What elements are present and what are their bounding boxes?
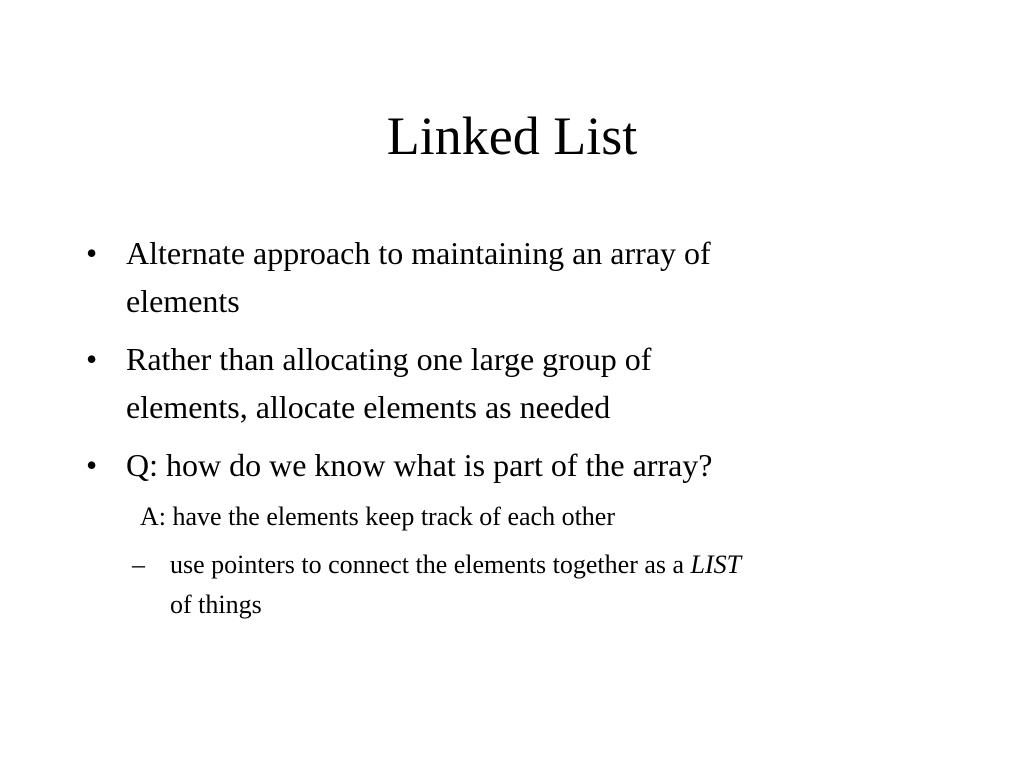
bullet-marker: • bbox=[86, 235, 98, 271]
bullet-marker: • bbox=[86, 341, 98, 377]
dash-line bbox=[170, 545, 930, 585]
slide-title: Linked List bbox=[386, 106, 638, 166]
bullet-line: elements, allocate elements as needed bbox=[126, 389, 611, 425]
bullet-line: Rather than allocating one large group of bbox=[126, 341, 652, 377]
answer-text: A: have the elements keep track of each other bbox=[140, 502, 615, 531]
bullet-item bbox=[86, 441, 886, 489]
bullet-text bbox=[126, 335, 886, 431]
bullet-item bbox=[86, 229, 886, 325]
bullet-text bbox=[126, 441, 886, 489]
bullet-text bbox=[126, 229, 886, 325]
dash-line-plain: use pointers to connect the elements together as a bbox=[170, 550, 691, 579]
dash-text bbox=[170, 545, 930, 625]
bullet-line: Q: how do we know what is part of the array? bbox=[126, 447, 713, 483]
bullet-item bbox=[86, 335, 886, 431]
list-emphasis: LIST bbox=[690, 550, 742, 579]
dash-marker: – bbox=[132, 550, 145, 579]
bullet-marker: • bbox=[86, 447, 98, 483]
bullet-line: elements bbox=[126, 283, 240, 319]
dash-line: of things bbox=[170, 590, 262, 619]
dash-item bbox=[132, 545, 932, 625]
bullet-line: Alternate approach to maintaining an array of bbox=[126, 235, 711, 271]
